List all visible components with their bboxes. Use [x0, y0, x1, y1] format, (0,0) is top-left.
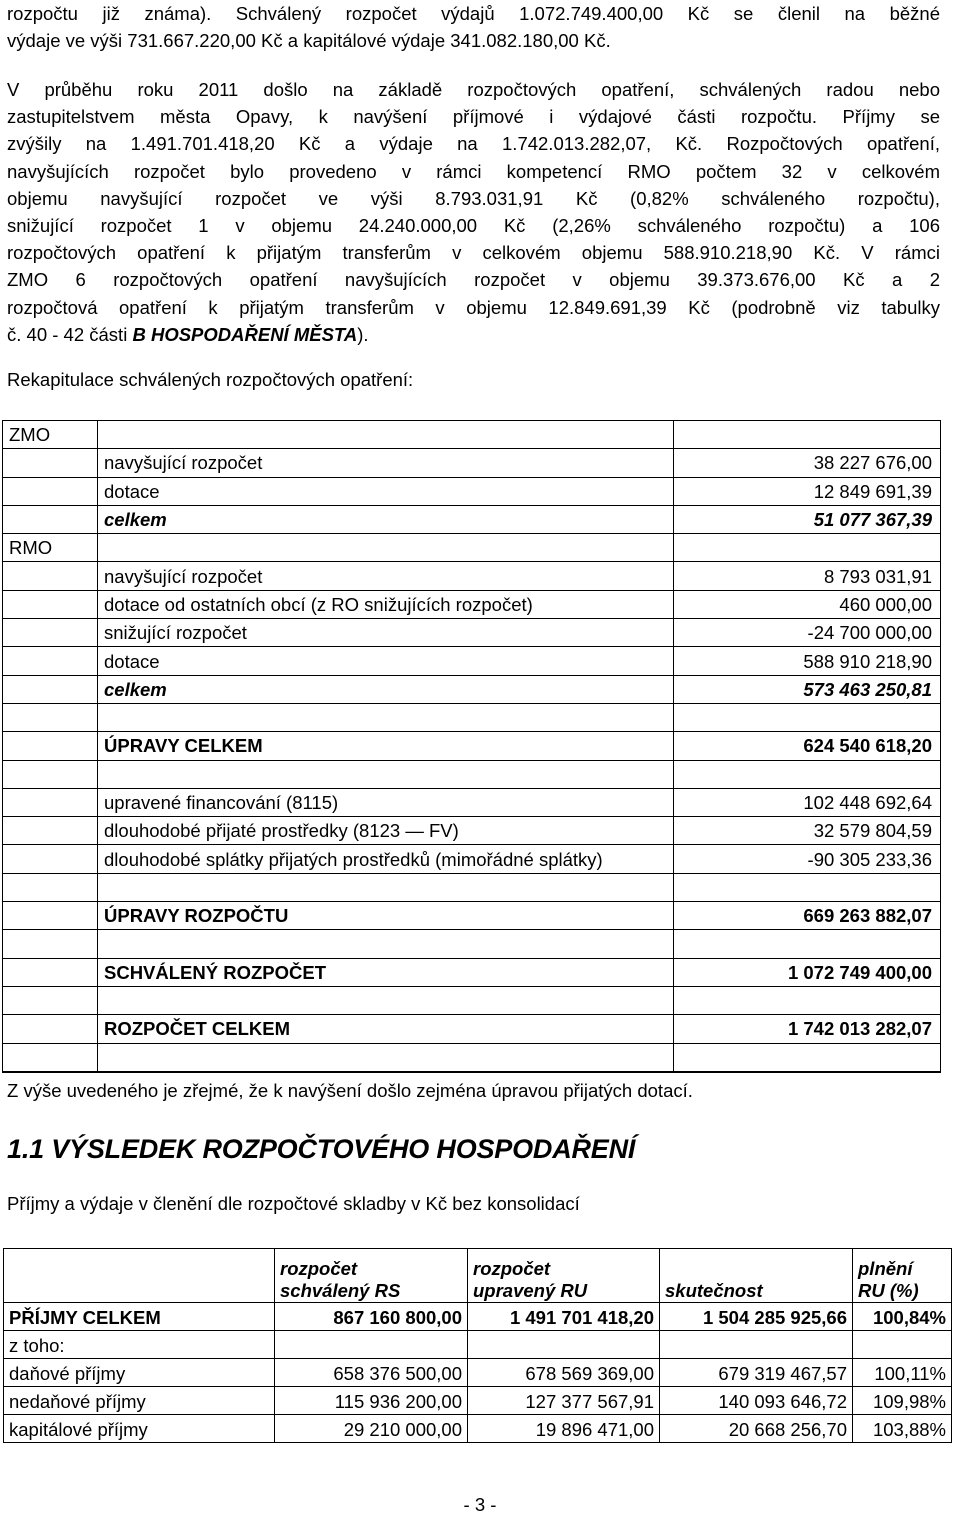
section-reference: B HOSPODAŘENÍ MĚSTA [132, 323, 358, 345]
recap-title: Rekapitulace schválených rozpočtových opatření: [7, 369, 414, 390]
cell-value: 19 896 471,00 [468, 1415, 660, 1443]
row-label: dlouhodobé splátky přijatých prostředků (mimořádné splátky) [98, 845, 674, 873]
row-label: kapitálové příjmy [4, 1415, 275, 1443]
row-label: PŘÍJMY CELKEM [4, 1303, 275, 1331]
subtotal-label: celkem [98, 505, 674, 533]
cell-value: 100,11% [853, 1359, 952, 1387]
text-line: rozpočtu již známa). Schválený rozpočet výdajů 1.072.749.400,00 Kč se členil na běžné [7, 3, 940, 24]
row-label: dotace [98, 477, 674, 505]
table-row [4, 1387, 952, 1415]
total-label: ÚPRAVY ROZPOČTU [98, 902, 674, 930]
cell-value: 679 319 467,57 [660, 1359, 853, 1387]
header-cell: rozpočet upravený RU [468, 1249, 660, 1303]
text-line: rozpočtových opatření k přijatým transferům v celkovém objemu 588.910.218,90 Kč. V rámci [7, 242, 940, 264]
table-row [4, 1303, 952, 1331]
row-label: snižující rozpočet [98, 619, 674, 647]
text-line: rozpočtová opatření k přijatým transferům v objemu 12.849.691,39 Kč (podrobně viz tabulky [7, 296, 940, 318]
conclusion-text: Z výše uvedeného je zřejmé, že k navýšení došlo zejména úpravou přijatých dotací. [7, 1080, 693, 1101]
text-line: snižující rozpočet 1 v objemu 24.240.000,00 Kč (2,26% schváleného rozpočtu) a 106 [7, 214, 940, 236]
total-value: 1 072 749 400,00 [674, 958, 941, 986]
cell-value: 140 093 646,72 [660, 1387, 853, 1415]
header-cell [4, 1249, 275, 1303]
budget-measures-paragraph [7, 76, 940, 348]
text-line [7, 321, 940, 348]
text-fragment: ). [357, 323, 369, 345]
total-label: ÚPRAVY CELKEM [98, 732, 674, 760]
row-value: -24 700 000,00 [674, 619, 941, 647]
page-number: - 3 - [463, 1494, 497, 1515]
header-cell: skutečnost [660, 1249, 853, 1303]
row-label: z toho: [4, 1331, 275, 1359]
cell-value: 29 210 000,00 [275, 1415, 468, 1443]
row-label: upravené financování (8115) [98, 788, 674, 816]
table-row [4, 1359, 952, 1387]
row-value: 38 227 676,00 [674, 449, 941, 477]
total-value: 624 540 618,20 [674, 732, 941, 760]
text-line: ZMO 6 rozpočtových opatření navyšujících rozpočet v objemu 39.373.676,00 Kč a 2 [7, 269, 940, 291]
cell-value: 103,88% [853, 1415, 952, 1443]
row-label: navyšující rozpočet [98, 449, 674, 477]
header-cell: plnění RU (%) [853, 1249, 952, 1303]
header-cell: rozpočet schválený RS [275, 1249, 468, 1303]
row-label: dotace od ostatních obcí (z RO snižujících rozpočet) [98, 590, 674, 618]
text-fragment: č. 40 - 42 části [7, 323, 133, 345]
text-line: V průběhu roku 2011 došlo na základě rozpočtových opatření, schválených radou nebo [7, 79, 940, 100]
table-row [4, 1331, 952, 1359]
total-value: 1 742 013 282,07 [674, 1015, 941, 1043]
cell-value: 20 668 256,70 [660, 1415, 853, 1443]
row-value: 12 849 691,39 [674, 477, 941, 505]
cell-value: 100,84% [853, 1303, 952, 1331]
intro-paragraph [7, 0, 940, 54]
subtotal-value: 51 077 367,39 [674, 505, 941, 533]
row-label: dotace [98, 647, 674, 675]
zmo-label: ZMO [3, 421, 98, 449]
row-value: 32 579 804,59 [674, 817, 941, 845]
results-table [3, 1248, 952, 1443]
total-label: SCHVÁLENÝ ROZPOČET [98, 958, 674, 986]
row-value: 588 910 218,90 [674, 647, 941, 675]
total-value: 669 263 882,07 [674, 902, 941, 930]
row-value: 460 000,00 [674, 590, 941, 618]
cell-value: 658 376 500,00 [275, 1359, 468, 1387]
recap-table [2, 420, 941, 1073]
cell-value: 115 936 200,00 [275, 1387, 468, 1415]
cell-value: 678 569 369,00 [468, 1359, 660, 1387]
text-line: zvýšily na 1.491.701.418,20 Kč a výdaje na 1.742.013.282,07, Kč. Rozpočtových opatření, [7, 133, 940, 155]
cell-value: 127 377 567,91 [468, 1387, 660, 1415]
cell-value: 109,98% [853, 1387, 952, 1415]
row-label: navyšující rozpočet [98, 562, 674, 590]
section-heading: 1.1 VÝSLEDEK ROZPOČTOVÉHO HOSPODAŘENÍ [7, 1134, 636, 1164]
row-label: dlouhodobé přijaté prostředky (8123 — FV) [98, 817, 674, 845]
cell-value: 1 504 285 925,66 [660, 1303, 853, 1331]
text-line: objemu navyšující rozpočet ve výši 8.793.031,91 Kč (0,82% schváleného rozpočtu), [7, 187, 940, 209]
row-value: 102 448 692,64 [674, 788, 941, 816]
table-row [4, 1415, 952, 1443]
table-header-row [4, 1249, 952, 1303]
total-label: ROZPOČET CELKEM [98, 1015, 674, 1043]
text-line: navyšujících rozpočet bylo provedeno v rámci kompetencí RMO počtem 32 v celkovém [7, 160, 940, 182]
row-value: 8 793 031,91 [674, 562, 941, 590]
subtotal-label: celkem [98, 675, 674, 703]
row-label: nedaňové příjmy [4, 1387, 275, 1415]
cell-value: 1 491 701 418,20 [468, 1303, 660, 1331]
subtotal-value: 573 463 250,81 [674, 675, 941, 703]
cell-value: 867 160 800,00 [275, 1303, 468, 1331]
row-value: -90 305 233,36 [674, 845, 941, 873]
row-label: daňové příjmy [4, 1359, 275, 1387]
text-line: zastupitelstvem města Opavy, k navýšení příjmové i výdajové části rozpočtu. Příjmy se [7, 106, 940, 128]
section-subtitle: Příjmy a výdaje v členění dle rozpočtové skladby v Kč bez konsolidací [7, 1193, 580, 1214]
text-line: výdaje ve výši 731.667.220,00 Kč a kapitálové výdaje 341.082.180,00 Kč. [7, 30, 611, 52]
rmo-label: RMO [3, 534, 98, 562]
